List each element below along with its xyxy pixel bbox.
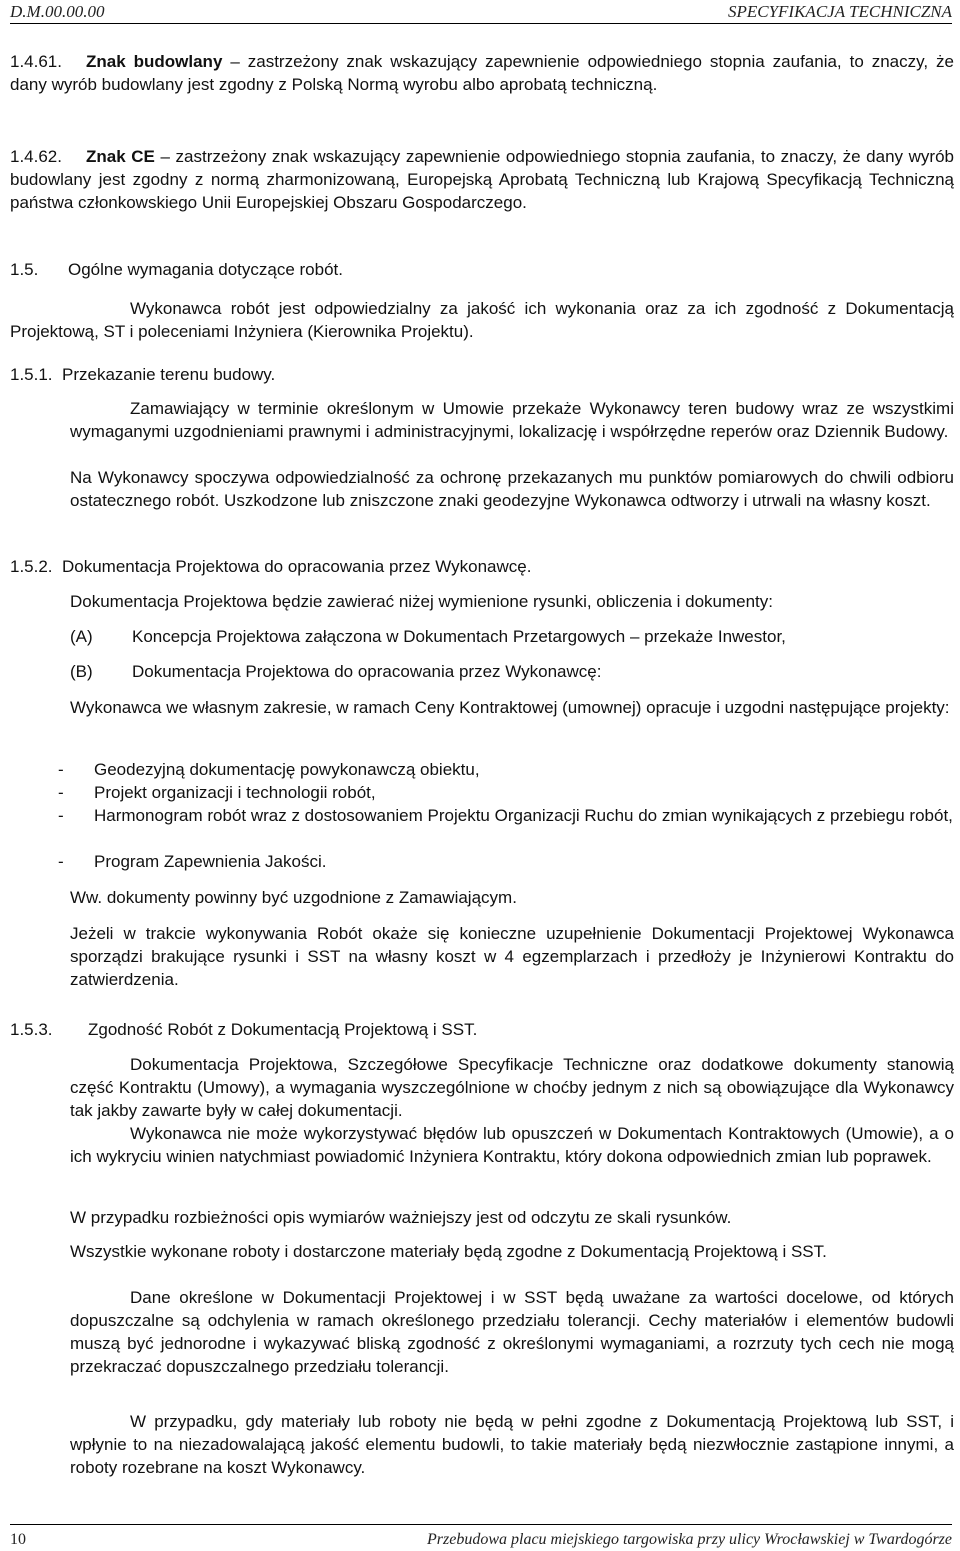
paragraph: Dokumentacja Projektowa będzie zawierać niżej wymienione rysunki, obliczenia i dokumenty: [70, 592, 774, 611]
paragraph: Jeżeli w trakcie wykonywania Robót okaże się konieczne uzupełnienie Dokumentacji Projektowej Wykonawca sporządzi brakujące rysunki i SST na własny koszt w 4 egzemplarzach i przedłoży je Inżynierowi Kontraktu do zatwierdzenia. [70, 924, 954, 989]
definition-1-4-62 [10, 145, 954, 214]
document-code: D.M.00.00.00 [10, 2, 105, 21]
document-type: SPECYFIKACJA TECHNICZNA [727, 2, 952, 21]
paragraph: Na Wykonawcy spoczywa odpowiedzialność za ochronę przekazanych mu punktów pomiarowych do chwili odbioru ostatecznego robót. Uszkodzone lub zniszczone znaki geodezyjne Wykonawca odtworzy i utrwali na własny koszt. [70, 468, 954, 510]
paragraph: Ww. dokumenty powinny być uzgodnione z Zamawiającym. [70, 888, 517, 907]
section-heading-1-5-2 [10, 555, 531, 578]
list-text: Koncepcja Projektowa załączona w Dokumentach Przetargowych – przekaże Inwestor, [132, 627, 786, 646]
section-heading-1-5-1 [10, 363, 275, 386]
list-label: (B) [70, 662, 93, 681]
section-heading-1-5 [10, 258, 343, 281]
list-item: - Geodezyjną dokumentację powykonawczą obiektu, [58, 760, 480, 779]
section-heading-1-5-3 [10, 1018, 477, 1041]
paragraph: Wszystkie wykonane roboty i dostarczone materiały będą zgodne z Dokumentacją Projektową i SST. [70, 1242, 827, 1261]
section-title: Zgodność Robót z Dokumentacją Projektową i SST. [88, 1020, 478, 1039]
definition-term: Znak budowlany [86, 52, 223, 71]
section-title: Ogólne wymagania dotyczące robót. [68, 260, 343, 279]
list-item: - Projekt organizacji i technologii robót, [58, 783, 376, 802]
list-text: Dokumentacja Projektowa do opracowania przez Wykonawcę: [132, 662, 602, 681]
paragraph: Wykonawca robót jest odpowiedzialny za jakość ich wykonania oraz za ich zgodność z Dokumentacją Projektową, ST i poleceniami Inżyniera (Kierownika Projektu). [10, 299, 954, 341]
paragraph: W przypadku, gdy materiały lub roboty nie będą w pełni zgodne z Dokumentacją Projektową lub SST, i wpłynie to na niezadowalającą jakość elementu budowli, to takie materiały będą niezwłocznie zastąpione innymi, a roboty rozebrane na koszt Wykonawcy. [70, 1412, 954, 1477]
section-number: 1.5.3. [10, 1020, 53, 1039]
definition-text: – zastrzeżony znak wskazujący zapewnienie odpowiedniego stopnia zaufania, to znaczy, że dany wyrób budowlany jest zgodny z Polską Normą wyrobu albo aprobatą techniczną. [10, 52, 954, 94]
page-number: 10 [10, 1531, 26, 1548]
list-item-a [70, 625, 954, 648]
definition-term: Znak CE [86, 147, 155, 166]
section-title: Przekazanie terenu budowy. [62, 365, 276, 384]
definition-1-4-61 [10, 50, 954, 96]
project-title: Przebudowa placu miejskiego targowiska przy ulicy Wrocławskiej w Twardogórze [427, 1531, 952, 1548]
definition-text: – zastrzeżony znak wskazujący zapewnienie odpowiedniego stopnia zaufania, to znaczy, że dany wyrób budowlany jest zgodny z normą zharmonizowaną, Europejską Aprobatą Techniczną lub Krajową Specyfikacją Techniczną państwa członkowskiego Unii Europejskiej Obszaru Gospodarczego. [10, 147, 954, 212]
definition-number: 1.4.62. [10, 147, 62, 166]
paragraph: Wykonawca nie może wykorzystywać błędów lub opuszczeń w Dokumentach Kontraktowych (Umowie), a o ich wykryciu winien natychmiast powiadomić Inżyniera Kontraktu, który dokona odpowiednich zmian lub poprawek. [70, 1124, 954, 1166]
page-header [10, 0, 952, 22]
list-label: (A) [70, 627, 93, 646]
list-item: - Harmonogram robót wraz z dostosowaniem Projektu Organizacji Ruchu do zmian wynikających z przebiegu robót, [58, 806, 953, 825]
list-item: - Program Zapewnienia Jakości. [58, 852, 327, 871]
list-item-b [70, 660, 954, 683]
header-divider [10, 23, 952, 24]
section-number: 1.5.1. [10, 365, 53, 384]
footer-divider [10, 1524, 952, 1525]
section-title: Dokumentacja Projektowa do opracowania przez Wykonawcę. [62, 557, 532, 576]
paragraph: Zamawiający w terminie określonym w Umowie przekaże Wykonawcy teren budowy wraz ze wszystkimi wymaganymi uzgodnieniami prawnymi i administracyjnymi, lokalizację i współrzędne reperów oraz Dziennik Budowy. [70, 399, 954, 441]
paragraph: Dane określone w Dokumentacji Projektowej i w SST będą uważane za wartości docelowe, od których dopuszczalne są odchylenia w ramach określonego przedziału tolerancji. Cechy materiałów i elementów budowli muszą być jednorodne i wykazywać bliską zgodność z określonymi wymaganiami, a rozrzuty tych cech nie mogą przekraczać dopuszczalnego przedziału tolerancji. [70, 1288, 954, 1376]
definition-number: 1.4.61. [10, 52, 62, 71]
page-footer [10, 1528, 952, 1548]
section-number: 1.5. [10, 260, 39, 279]
paragraph: Dokumentacja Projektowa, Szczegółowe Specyfikacje Techniczne oraz dodatkowe dokumenty stanowią część Kontraktu (Umowy), a wymagania wyszczególnione w choćby jednym z nich są obowiązujące dla Wykonawcy tak jakby zawarte były w całej dokumentacji. [70, 1055, 954, 1120]
paragraph: Wykonawca we własnym zakresie, w ramach Ceny Kontraktowej (umownej) opracuje i uzgodni następujące projekty: [70, 698, 950, 717]
section-number: 1.5.2. [10, 557, 53, 576]
paragraph: W przypadku rozbieżności opis wymiarów ważniejszy jest od odczytu ze skali rysunków. [70, 1208, 732, 1227]
